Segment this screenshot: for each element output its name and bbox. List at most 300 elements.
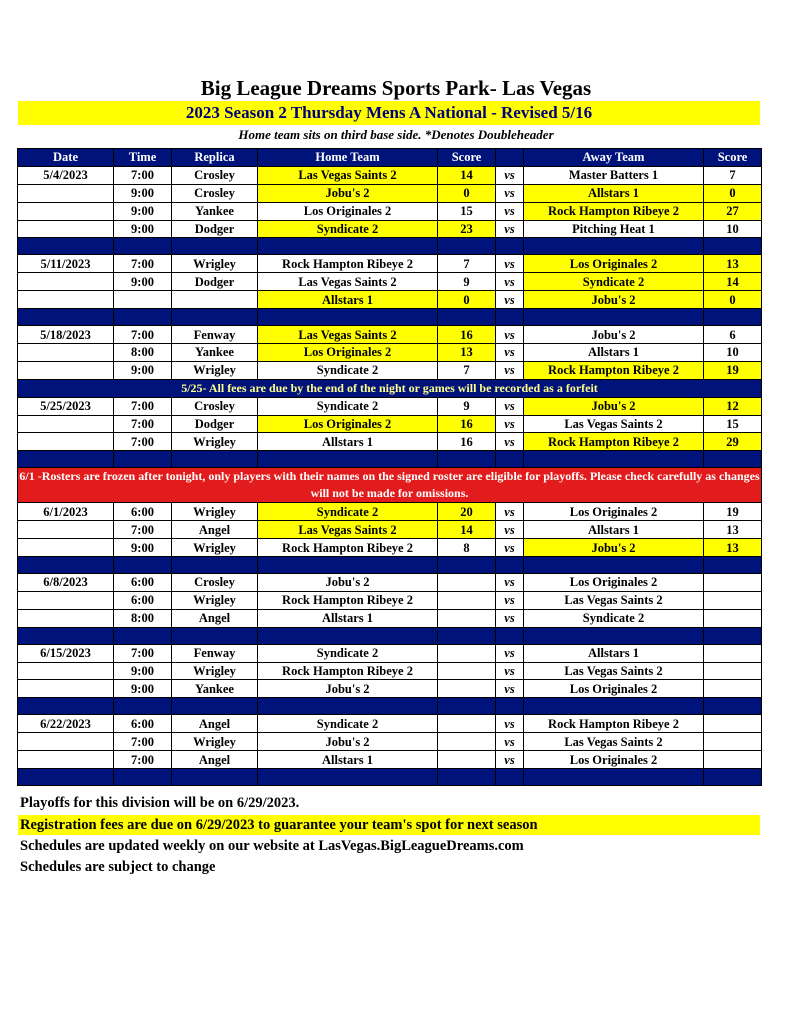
game-time: 9:00 (114, 184, 172, 202)
game-date: 5/25/2023 (18, 397, 114, 415)
separator-cell (258, 557, 438, 574)
away-team: Syndicate 2 (524, 273, 704, 291)
game-replica: Wrigley (172, 255, 258, 273)
game-replica: Wrigley (172, 503, 258, 521)
header-home-team: Home Team (258, 149, 438, 167)
separator-cell (114, 698, 172, 715)
game-date (18, 539, 114, 557)
game-replica: Dodger (172, 273, 258, 291)
home-team: Jobu's 2 (258, 680, 438, 698)
separator-cell (18, 557, 114, 574)
game-date (18, 361, 114, 379)
game-date: 5/18/2023 (18, 326, 114, 344)
game-time: 8:00 (114, 344, 172, 362)
table-header-row (18, 149, 762, 167)
home-score: 0 (438, 184, 496, 202)
separator-cell (524, 451, 704, 468)
home-score: 16 (438, 433, 496, 451)
table-row (18, 733, 762, 751)
away-score (704, 733, 762, 751)
separator-cell (496, 238, 524, 255)
vs-label: vs (496, 539, 524, 557)
away-score: 12 (704, 397, 762, 415)
table-row (18, 273, 762, 291)
away-team: Jobu's 2 (524, 397, 704, 415)
home-score (438, 574, 496, 592)
schedule-body (18, 166, 762, 785)
vs-label: vs (496, 680, 524, 698)
away-team: Allstars 1 (524, 344, 704, 362)
table-row (18, 644, 762, 662)
game-replica: Yankee (172, 202, 258, 220)
away-score: 10 (704, 220, 762, 238)
vs-label: vs (496, 326, 524, 344)
separator-cell (18, 698, 114, 715)
away-score (704, 751, 762, 769)
home-team: Jobu's 2 (258, 733, 438, 751)
separator-row (18, 238, 762, 255)
away-score (704, 644, 762, 662)
vs-label: vs (496, 591, 524, 609)
separator-cell (438, 451, 496, 468)
home-score: 14 (438, 521, 496, 539)
away-team: Allstars 1 (524, 521, 704, 539)
separator-cell (704, 557, 762, 574)
separator-cell (258, 451, 438, 468)
separator-cell (258, 769, 438, 786)
vs-label: vs (496, 433, 524, 451)
header-vs (496, 149, 524, 167)
home-score: 9 (438, 397, 496, 415)
game-date (18, 415, 114, 433)
away-score (704, 574, 762, 592)
separator-cell (496, 451, 524, 468)
home-score (438, 715, 496, 733)
website-note: Schedules are updated weekly on our website at LasVegas.BigLeagueDreams.com (20, 838, 524, 854)
away-score: 13 (704, 539, 762, 557)
header-date: Date (18, 149, 114, 167)
home-team: Jobu's 2 (258, 574, 438, 592)
page-subtitle: 2023 Season 2 Thursday Mens A National - Revised 5/16 (18, 101, 760, 125)
table-row (18, 751, 762, 769)
separator-cell (438, 769, 496, 786)
home-score: 7 (438, 255, 496, 273)
page-title: Big League Dreams Sports Park- Las Vegas (200, 76, 592, 100)
home-team: Syndicate 2 (258, 397, 438, 415)
separator-cell (704, 698, 762, 715)
game-replica: Crosley (172, 397, 258, 415)
separator-cell (114, 309, 172, 326)
separator-cell (496, 698, 524, 715)
home-team-note: Home team sits on third base side. *Denotes Doubleheader (238, 127, 554, 142)
separator-cell (496, 769, 524, 786)
home-score: 23 (438, 220, 496, 238)
separator-cell (524, 557, 704, 574)
game-time: 7:00 (114, 166, 172, 184)
separator-cell (496, 557, 524, 574)
table-row (18, 503, 762, 521)
away-team: Rock Hampton Ribeye 2 (524, 361, 704, 379)
separator-cell (18, 451, 114, 468)
away-team: Rock Hampton Ribeye 2 (524, 202, 704, 220)
table-row (18, 574, 762, 592)
separator-cell (114, 627, 172, 644)
away-team: Jobu's 2 (524, 291, 704, 309)
header-away-team: Away Team (524, 149, 704, 167)
game-date (18, 680, 114, 698)
away-score: 19 (704, 361, 762, 379)
away-score: 19 (704, 503, 762, 521)
game-date (18, 220, 114, 238)
vs-label: vs (496, 574, 524, 592)
separator-cell (18, 238, 114, 255)
table-row (18, 662, 762, 680)
game-replica: Angel (172, 715, 258, 733)
home-team: Jobu's 2 (258, 184, 438, 202)
home-team: Las Vegas Saints 2 (258, 273, 438, 291)
separator-row (18, 309, 762, 326)
vs-label: vs (496, 521, 524, 539)
game-replica: Dodger (172, 220, 258, 238)
home-team: Allstars 1 (258, 291, 438, 309)
away-team: Pitching Heat 1 (524, 220, 704, 238)
game-replica: Wrigley (172, 662, 258, 680)
vs-label: vs (496, 609, 524, 627)
separator-cell (114, 238, 172, 255)
separator-row (18, 698, 762, 715)
separator-row (18, 769, 762, 786)
away-score: 29 (704, 433, 762, 451)
table-row (18, 361, 762, 379)
schedule-table (17, 148, 762, 786)
separator-cell (704, 769, 762, 786)
separator-cell (438, 238, 496, 255)
change-note: Schedules are subject to change (20, 859, 216, 875)
separator-cell (524, 769, 704, 786)
home-score: 16 (438, 326, 496, 344)
separator-row (18, 627, 762, 644)
game-date (18, 291, 114, 309)
vs-label: vs (496, 166, 524, 184)
game-date (18, 184, 114, 202)
game-time: 9:00 (114, 220, 172, 238)
game-replica: Crosley (172, 574, 258, 592)
game-time: 9:00 (114, 361, 172, 379)
away-score: 14 (704, 273, 762, 291)
table-row (18, 326, 762, 344)
home-team: Rock Hampton Ribeye 2 (258, 662, 438, 680)
game-date: 6/8/2023 (18, 574, 114, 592)
away-score: 6 (704, 326, 762, 344)
away-team: Los Originales 2 (524, 680, 704, 698)
away-score (704, 662, 762, 680)
separator-cell (258, 698, 438, 715)
away-score: 7 (704, 166, 762, 184)
game-date: 6/22/2023 (18, 715, 114, 733)
separator-cell (524, 238, 704, 255)
game-time (114, 291, 172, 309)
game-date (18, 273, 114, 291)
separator-cell (524, 627, 704, 644)
separator-cell (704, 309, 762, 326)
table-row (18, 609, 762, 627)
home-score (438, 751, 496, 769)
home-team: Las Vegas Saints 2 (258, 166, 438, 184)
game-date (18, 751, 114, 769)
separator-cell (114, 451, 172, 468)
separator-cell (172, 557, 258, 574)
away-team: Los Originales 2 (524, 574, 704, 592)
separator-cell (524, 309, 704, 326)
separator-cell (496, 627, 524, 644)
separator-cell (18, 769, 114, 786)
home-score: 16 (438, 415, 496, 433)
away-team: Las Vegas Saints 2 (524, 591, 704, 609)
game-time: 8:00 (114, 609, 172, 627)
away-score: 27 (704, 202, 762, 220)
notice-row (18, 379, 762, 397)
away-score (704, 609, 762, 627)
separator-cell (172, 769, 258, 786)
vs-label: vs (496, 733, 524, 751)
away-score: 13 (704, 255, 762, 273)
separator-cell (18, 627, 114, 644)
game-replica: Dodger (172, 415, 258, 433)
playoffs-note: Playoffs for this division will be on 6/29/2023. (20, 795, 300, 811)
game-date (18, 344, 114, 362)
game-replica (172, 291, 258, 309)
separator-cell (704, 238, 762, 255)
registration-note: Registration fees are due on 6/29/2023 to guarantee your team's spot for next season (18, 815, 760, 835)
game-replica: Wrigley (172, 433, 258, 451)
game-date (18, 662, 114, 680)
game-date (18, 591, 114, 609)
game-replica: Crosley (172, 166, 258, 184)
separator-row (18, 557, 762, 574)
home-score (438, 591, 496, 609)
game-replica: Yankee (172, 344, 258, 362)
table-row (18, 291, 762, 309)
away-team: Rock Hampton Ribeye 2 (524, 433, 704, 451)
away-team: Las Vegas Saints 2 (524, 733, 704, 751)
separator-cell (114, 769, 172, 786)
separator-cell (704, 451, 762, 468)
vs-label: vs (496, 344, 524, 362)
table-row (18, 397, 762, 415)
table-row (18, 202, 762, 220)
away-team: Allstars 1 (524, 644, 704, 662)
game-date (18, 433, 114, 451)
game-replica: Angel (172, 521, 258, 539)
game-time: 7:00 (114, 733, 172, 751)
away-team: Jobu's 2 (524, 326, 704, 344)
separator-cell (438, 309, 496, 326)
roster-alert: 6/1 -Rosters are frozen after tonight, only players with their names on the signed roster are eligible for playoffs. Please check carefully as changes will not be made for omissions. (18, 468, 762, 503)
game-date: 5/4/2023 (18, 166, 114, 184)
vs-label: vs (496, 715, 524, 733)
home-score: 15 (438, 202, 496, 220)
game-replica: Wrigley (172, 539, 258, 557)
away-score: 15 (704, 415, 762, 433)
separator-cell (258, 309, 438, 326)
vs-label: vs (496, 503, 524, 521)
table-row (18, 166, 762, 184)
vs-label: vs (496, 361, 524, 379)
game-time: 6:00 (114, 574, 172, 592)
game-time: 9:00 (114, 662, 172, 680)
home-team: Los Originales 2 (258, 415, 438, 433)
game-time: 6:00 (114, 591, 172, 609)
vs-label: vs (496, 662, 524, 680)
table-row (18, 220, 762, 238)
home-score (438, 680, 496, 698)
game-time: 7:00 (114, 521, 172, 539)
vs-label: vs (496, 184, 524, 202)
away-score: 13 (704, 521, 762, 539)
game-time: 7:00 (114, 255, 172, 273)
game-time: 7:00 (114, 644, 172, 662)
vs-label: vs (496, 273, 524, 291)
separator-cell (524, 698, 704, 715)
separator-cell (258, 627, 438, 644)
away-team: Las Vegas Saints 2 (524, 662, 704, 680)
vs-label: vs (496, 397, 524, 415)
game-time: 9:00 (114, 273, 172, 291)
separator-cell (438, 627, 496, 644)
game-replica: Crosley (172, 184, 258, 202)
game-replica: Wrigley (172, 733, 258, 751)
separator-row (18, 451, 762, 468)
separator-cell (172, 698, 258, 715)
away-team: Los Originales 2 (524, 751, 704, 769)
game-date (18, 202, 114, 220)
game-replica: Wrigley (172, 591, 258, 609)
game-replica: Wrigley (172, 361, 258, 379)
home-team: Syndicate 2 (258, 503, 438, 521)
home-score (438, 662, 496, 680)
separator-cell (172, 451, 258, 468)
separator-cell (438, 557, 496, 574)
home-score (438, 609, 496, 627)
vs-label: vs (496, 202, 524, 220)
home-score: 8 (438, 539, 496, 557)
away-team: Syndicate 2 (524, 609, 704, 627)
separator-cell (172, 627, 258, 644)
home-team: Allstars 1 (258, 609, 438, 627)
separator-cell (704, 627, 762, 644)
game-replica: Angel (172, 751, 258, 769)
vs-label: vs (496, 644, 524, 662)
separator-cell (438, 698, 496, 715)
away-score: 0 (704, 184, 762, 202)
separator-cell (258, 238, 438, 255)
away-score: 0 (704, 291, 762, 309)
home-team: Rock Hampton Ribeye 2 (258, 591, 438, 609)
game-date: 5/11/2023 (18, 255, 114, 273)
game-time: 9:00 (114, 539, 172, 557)
table-row (18, 433, 762, 451)
game-time: 7:00 (114, 326, 172, 344)
away-score (704, 591, 762, 609)
table-row (18, 415, 762, 433)
home-score: 13 (438, 344, 496, 362)
game-replica: Yankee (172, 680, 258, 698)
game-time: 7:00 (114, 433, 172, 451)
game-date (18, 609, 114, 627)
header-away-score: Score (704, 149, 762, 167)
home-score: 14 (438, 166, 496, 184)
game-time: 9:00 (114, 202, 172, 220)
separator-cell (172, 238, 258, 255)
away-team: Los Originales 2 (524, 503, 704, 521)
away-team: Rock Hampton Ribeye 2 (524, 715, 704, 733)
game-replica: Angel (172, 609, 258, 627)
home-team: Los Originales 2 (258, 344, 438, 362)
table-row (18, 184, 762, 202)
table-row (18, 521, 762, 539)
home-team: Los Originales 2 (258, 202, 438, 220)
home-team: Allstars 1 (258, 751, 438, 769)
table-row (18, 680, 762, 698)
home-score (438, 644, 496, 662)
home-score: 7 (438, 361, 496, 379)
away-score (704, 680, 762, 698)
home-score: 9 (438, 273, 496, 291)
vs-label: vs (496, 255, 524, 273)
home-team: Syndicate 2 (258, 644, 438, 662)
alert-row (18, 468, 762, 503)
game-time: 9:00 (114, 680, 172, 698)
game-date (18, 733, 114, 751)
home-score: 20 (438, 503, 496, 521)
home-score (438, 733, 496, 751)
header-time: Time (114, 149, 172, 167)
away-score: 10 (704, 344, 762, 362)
home-team: Las Vegas Saints 2 (258, 521, 438, 539)
vs-label: vs (496, 415, 524, 433)
header-home-score: Score (438, 149, 496, 167)
game-date (18, 521, 114, 539)
game-time: 6:00 (114, 715, 172, 733)
game-replica: Fenway (172, 326, 258, 344)
game-date: 6/15/2023 (18, 644, 114, 662)
table-row (18, 539, 762, 557)
home-team: Allstars 1 (258, 433, 438, 451)
separator-cell (18, 309, 114, 326)
game-replica: Fenway (172, 644, 258, 662)
home-team: Syndicate 2 (258, 220, 438, 238)
away-team: Master Batters 1 (524, 166, 704, 184)
home-team: Las Vegas Saints 2 (258, 326, 438, 344)
home-score: 0 (438, 291, 496, 309)
game-time: 7:00 (114, 397, 172, 415)
home-team: Rock Hampton Ribeye 2 (258, 539, 438, 557)
table-row (18, 715, 762, 733)
game-date: 6/1/2023 (18, 503, 114, 521)
game-time: 6:00 (114, 503, 172, 521)
game-time: 7:00 (114, 751, 172, 769)
table-row (18, 344, 762, 362)
table-row (18, 255, 762, 273)
away-score (704, 715, 762, 733)
away-team: Las Vegas Saints 2 (524, 415, 704, 433)
away-team: Jobu's 2 (524, 539, 704, 557)
separator-cell (114, 557, 172, 574)
vs-label: vs (496, 220, 524, 238)
vs-label: vs (496, 291, 524, 309)
header-replica: Replica (172, 149, 258, 167)
away-team: Allstars 1 (524, 184, 704, 202)
